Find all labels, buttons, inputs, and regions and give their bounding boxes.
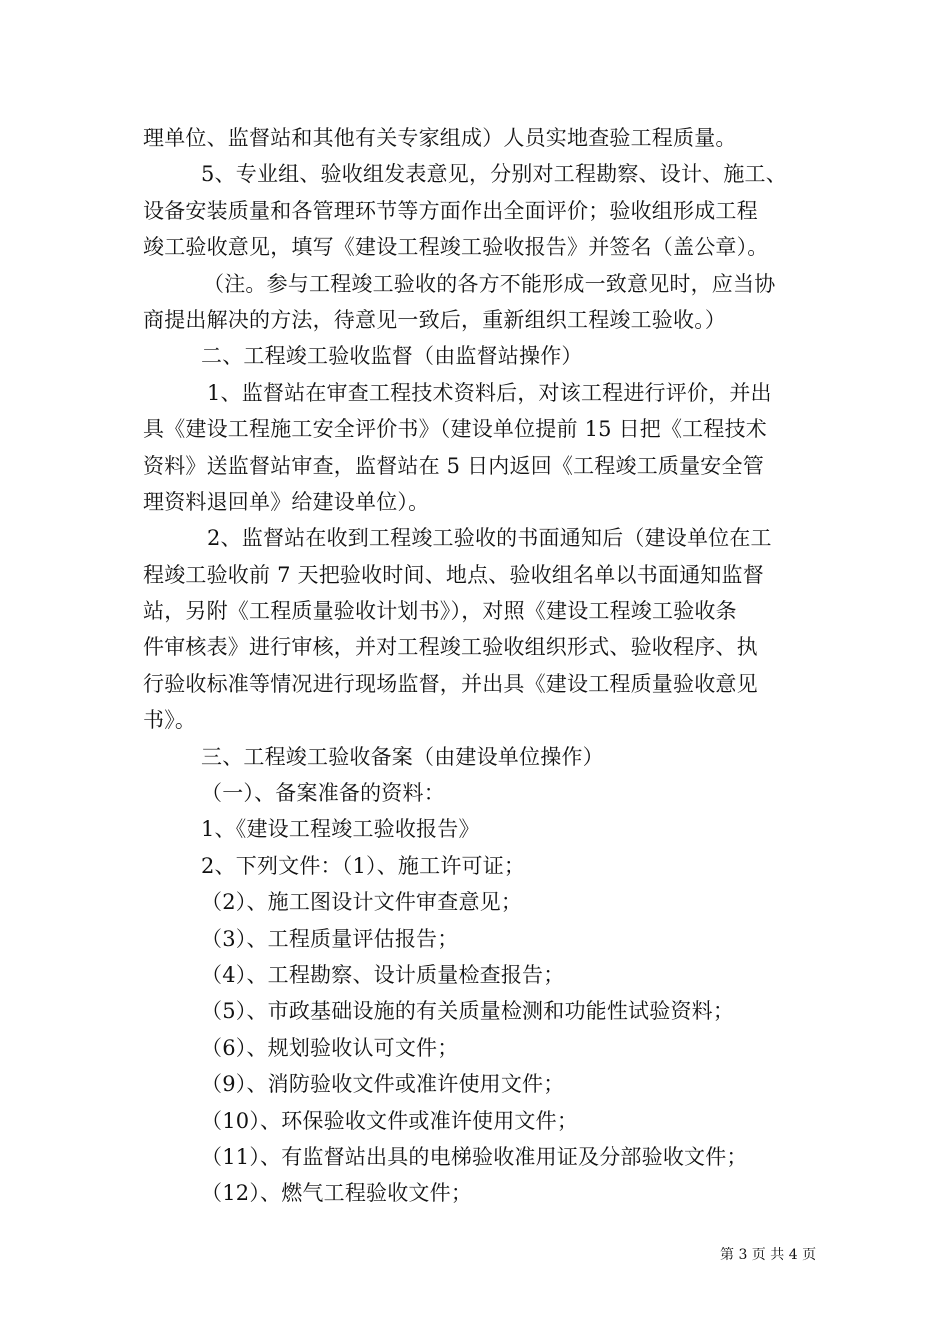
list-item: （11）、有监督站出具的电梯验收准用证及分部验收文件； <box>201 1144 748 1169</box>
text-line: 件审核表》进行审核，并对工程竣工验收组织形式、验收程序、执 <box>143 635 758 660</box>
list-item: （3）、工程质量评估报告； <box>201 926 459 951</box>
section-heading: 三、工程竣工验收备案（由建设单位操作） <box>201 744 604 769</box>
text-line: 具《建设工程施工安全评价书》（建设单位提前 15 日把《工程技术 <box>143 417 767 442</box>
list-item: 1、《建设工程竣工验收报告》 <box>201 817 480 842</box>
text-line: 资料》送监督站审查，监督站在 5 日内返回《工程竣工质量安全管 <box>143 453 764 478</box>
page-number-footer: 第 3 页 共 4 页 <box>720 1247 817 1263</box>
text-line: 行验收标准等情况进行现场监督，并出具《建设工程质量验收意见 <box>143 671 758 696</box>
list-item: （9）、消防验收文件或准许使用文件； <box>201 1072 565 1097</box>
list-item: 2、下列文件：（1）、施工许可证； <box>201 853 526 878</box>
subsection-heading: （一）、备案准备的资料： <box>201 781 445 806</box>
list-item: （4）、工程勘察、设计质量检查报告； <box>201 962 565 987</box>
text-line: 程竣工验收前 7 天把验收时间、地点、验收组名单以书面通知监督 <box>143 562 764 587</box>
document-body <box>143 120 823 1212</box>
text-line: 站，另附《工程质量验收计划书》），对照《建设工程竣工验收条 <box>143 599 737 624</box>
text-line: 2、监督站在收到工程竣工验收的书面通知后（建设单位在工 <box>207 526 772 551</box>
text-line: 设备安装质量和各管理环节等方面作出全面评价；验收组形成工程 <box>143 198 758 223</box>
text-line: 商提出解决的方法，待意见一致后，重新组织工程竣工验收。） <box>143 307 727 332</box>
list-item: （12）、燃气工程验收文件； <box>201 1181 473 1206</box>
list-item: （6）、规划验收认可文件； <box>201 1035 459 1060</box>
list-item: （10）、环保验收文件或准许使用文件； <box>201 1108 579 1133</box>
text-line: 理单位、监督站和其他有关专家组成）人员实地查验工程质量。 <box>143 126 737 150</box>
text-line: 竣工验收意见，填写《建设工程竣工验收报告》并签名（盖公章）。 <box>143 235 769 260</box>
list-item: （2）、施工图设计文件审查意见； <box>201 890 523 915</box>
text-line: 书》。 <box>143 708 197 733</box>
text-line: 理资料退回单》给建设单位）。 <box>143 489 430 514</box>
section-heading: 二、工程竣工验收监督（由监督站操作） <box>201 344 583 369</box>
text-line: （注。参与工程竣工验收的各方不能形成一致意见时，应当协 <box>203 271 776 296</box>
text-line: 5、专业组、验收组发表意见，分别对工程勘察、设计、施工、 <box>201 162 787 187</box>
list-item: （5）、市政基础设施的有关质量检测和功能性试验资料； <box>201 999 735 1024</box>
text-line: 1、监督站在审查工程技术资料后，对该工程进行评价，并出 <box>207 380 772 405</box>
